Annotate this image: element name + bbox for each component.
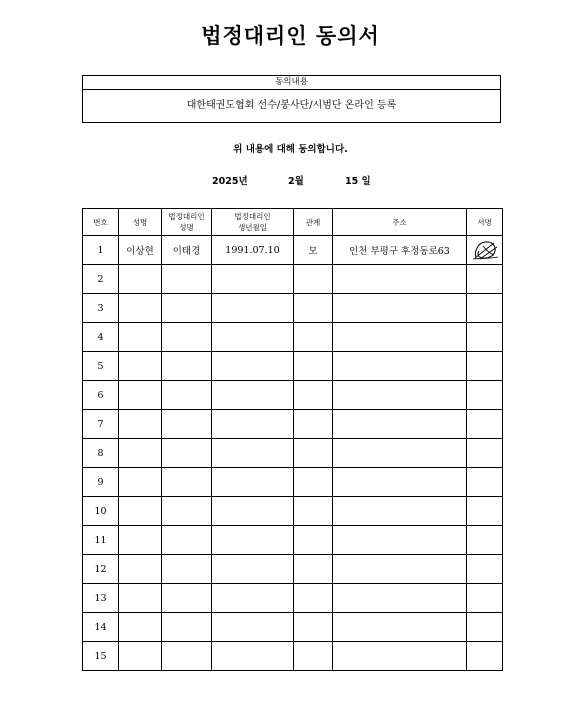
address-cell — [333, 555, 467, 584]
signature-cell — [467, 526, 503, 555]
guardian-birthdate-cell — [212, 439, 294, 468]
table-body — [83, 236, 503, 671]
address-cell — [333, 294, 467, 323]
signature-cell — [467, 294, 503, 323]
signature-cell — [467, 439, 503, 468]
signature-cell — [467, 642, 503, 671]
date-day: 15 일 — [345, 176, 371, 187]
person-name-cell — [119, 410, 162, 439]
address-cell — [333, 352, 467, 381]
table-row — [83, 265, 503, 294]
guardian-name-cell — [162, 410, 212, 439]
table-row — [83, 236, 503, 265]
guardian-birthdate-cell — [212, 526, 294, 555]
guardian-name-cell — [162, 526, 212, 555]
row-number-cell: 6 — [83, 381, 119, 410]
relation-cell — [294, 555, 333, 584]
address-cell — [333, 410, 467, 439]
table-row — [83, 439, 503, 468]
document-title: 법정대리인 동의서 — [201, 23, 380, 48]
header-guardian-birth: 법정대리인 생년월일 — [212, 209, 294, 236]
guardian-name-cell — [162, 294, 212, 323]
guardian-name-cell: 이태경 — [162, 236, 212, 265]
table-row — [83, 381, 503, 410]
table-row — [83, 497, 503, 526]
relation-cell — [294, 439, 333, 468]
table-row — [83, 526, 503, 555]
row-number-cell: 8 — [83, 439, 119, 468]
row-number-cell: 9 — [83, 468, 119, 497]
signature-cell — [467, 265, 503, 294]
header-relation: 관계 — [294, 209, 333, 236]
person-name-cell — [119, 555, 162, 584]
date-year: 2025년 — [212, 176, 248, 187]
guardian-birthdate-cell — [212, 294, 294, 323]
guardian-birthdate-cell — [212, 381, 294, 410]
consent-header: 동의내용 — [83, 76, 500, 90]
guardian-birthdate-cell — [212, 468, 294, 497]
guardian-birthdate-cell — [212, 555, 294, 584]
row-number-cell: 1 — [83, 236, 119, 265]
person-name-cell — [119, 497, 162, 526]
table-row — [83, 613, 503, 642]
header-address: 주소 — [333, 209, 467, 236]
guardian-birthdate-cell — [212, 642, 294, 671]
relation-cell — [294, 265, 333, 294]
address-cell — [333, 381, 467, 410]
relation-cell — [294, 468, 333, 497]
address-cell — [333, 468, 467, 497]
table-row — [83, 323, 503, 352]
guardian-birthdate-cell — [212, 265, 294, 294]
header-no: 번호 — [83, 209, 119, 236]
relation-cell — [294, 323, 333, 352]
signature-cell — [467, 236, 503, 265]
signature-cell — [467, 352, 503, 381]
header-guardian-name: 법정대리인 성명 — [162, 209, 212, 236]
guardian-table — [82, 208, 503, 671]
person-name-cell — [119, 265, 162, 294]
person-name-cell — [119, 323, 162, 352]
address-cell: 인천 부평구 후정동로63 — [333, 236, 467, 265]
guardian-birthdate-cell: 1991.07.10 — [212, 236, 294, 265]
signature-cell — [467, 497, 503, 526]
guardian-birthdate-cell — [212, 323, 294, 352]
row-number-cell: 3 — [83, 294, 119, 323]
address-cell — [333, 526, 467, 555]
guardian-name-cell — [162, 352, 212, 381]
guardian-name-cell — [162, 555, 212, 584]
relation-cell — [294, 584, 333, 613]
agreement-statement: 위 내용에 대해 동의합니다. — [233, 144, 348, 155]
relation-cell — [294, 526, 333, 555]
address-cell — [333, 439, 467, 468]
person-name-cell — [119, 642, 162, 671]
relation-cell — [294, 410, 333, 439]
guardian-birthdate-cell — [212, 497, 294, 526]
relation-cell — [294, 352, 333, 381]
table-row — [83, 294, 503, 323]
person-name-cell — [119, 613, 162, 642]
row-number-cell: 14 — [83, 613, 119, 642]
row-number-cell: 7 — [83, 410, 119, 439]
person-name-cell — [119, 381, 162, 410]
row-number-cell: 15 — [83, 642, 119, 671]
row-number-cell: 11 — [83, 526, 119, 555]
table-row — [83, 410, 503, 439]
person-name-cell — [119, 584, 162, 613]
signature-cell — [467, 584, 503, 613]
relation-cell — [294, 381, 333, 410]
table-row — [83, 352, 503, 381]
person-name-cell — [119, 526, 162, 555]
signature-mark — [470, 238, 500, 262]
relation-cell — [294, 294, 333, 323]
guardian-birthdate-cell — [212, 613, 294, 642]
consent-box — [82, 75, 501, 123]
address-cell — [333, 613, 467, 642]
signature-cell — [467, 468, 503, 497]
address-cell — [333, 584, 467, 613]
row-number-cell: 10 — [83, 497, 119, 526]
table-header-row — [83, 209, 503, 236]
address-cell — [333, 642, 467, 671]
guardian-birthdate-cell — [212, 410, 294, 439]
relation-cell: 모 — [294, 236, 333, 265]
row-number-cell: 5 — [83, 352, 119, 381]
signature-cell — [467, 410, 503, 439]
person-name-cell — [119, 468, 162, 497]
table-row — [83, 468, 503, 497]
relation-cell — [294, 642, 333, 671]
table-row — [83, 642, 503, 671]
signature-cell — [467, 381, 503, 410]
guardian-name-cell — [162, 323, 212, 352]
guardian-name-cell — [162, 265, 212, 294]
signature-cell — [467, 323, 503, 352]
header-name: 성명 — [119, 209, 162, 236]
consent-content: 대한태권도협회 선수/봉사단/시범단 온라인 등록 — [186, 100, 397, 111]
guardian-name-cell — [162, 497, 212, 526]
guardian-name-cell — [162, 439, 212, 468]
address-cell — [333, 497, 467, 526]
row-number-cell: 4 — [83, 323, 119, 352]
row-number-cell: 2 — [83, 265, 119, 294]
row-number-cell: 13 — [83, 584, 119, 613]
person-name-cell — [119, 294, 162, 323]
guardian-birthdate-cell — [212, 584, 294, 613]
guardian-name-cell — [162, 613, 212, 642]
guardian-name-cell — [162, 584, 212, 613]
row-number-cell: 12 — [83, 555, 119, 584]
relation-cell — [294, 613, 333, 642]
signature-cell — [467, 613, 503, 642]
table-row — [83, 555, 503, 584]
guardian-birthdate-cell — [212, 352, 294, 381]
guardian-name-cell — [162, 468, 212, 497]
person-name-cell — [119, 439, 162, 468]
guardian-name-cell — [162, 381, 212, 410]
address-cell — [333, 323, 467, 352]
table-row — [83, 584, 503, 613]
person-name-cell — [119, 352, 162, 381]
signature-cell — [467, 555, 503, 584]
relation-cell — [294, 497, 333, 526]
person-name-cell: 이상현 — [119, 236, 162, 265]
header-signature: 서명 — [467, 209, 503, 236]
guardian-name-cell — [162, 642, 212, 671]
address-cell — [333, 265, 467, 294]
date-month: 2월 — [288, 176, 304, 187]
